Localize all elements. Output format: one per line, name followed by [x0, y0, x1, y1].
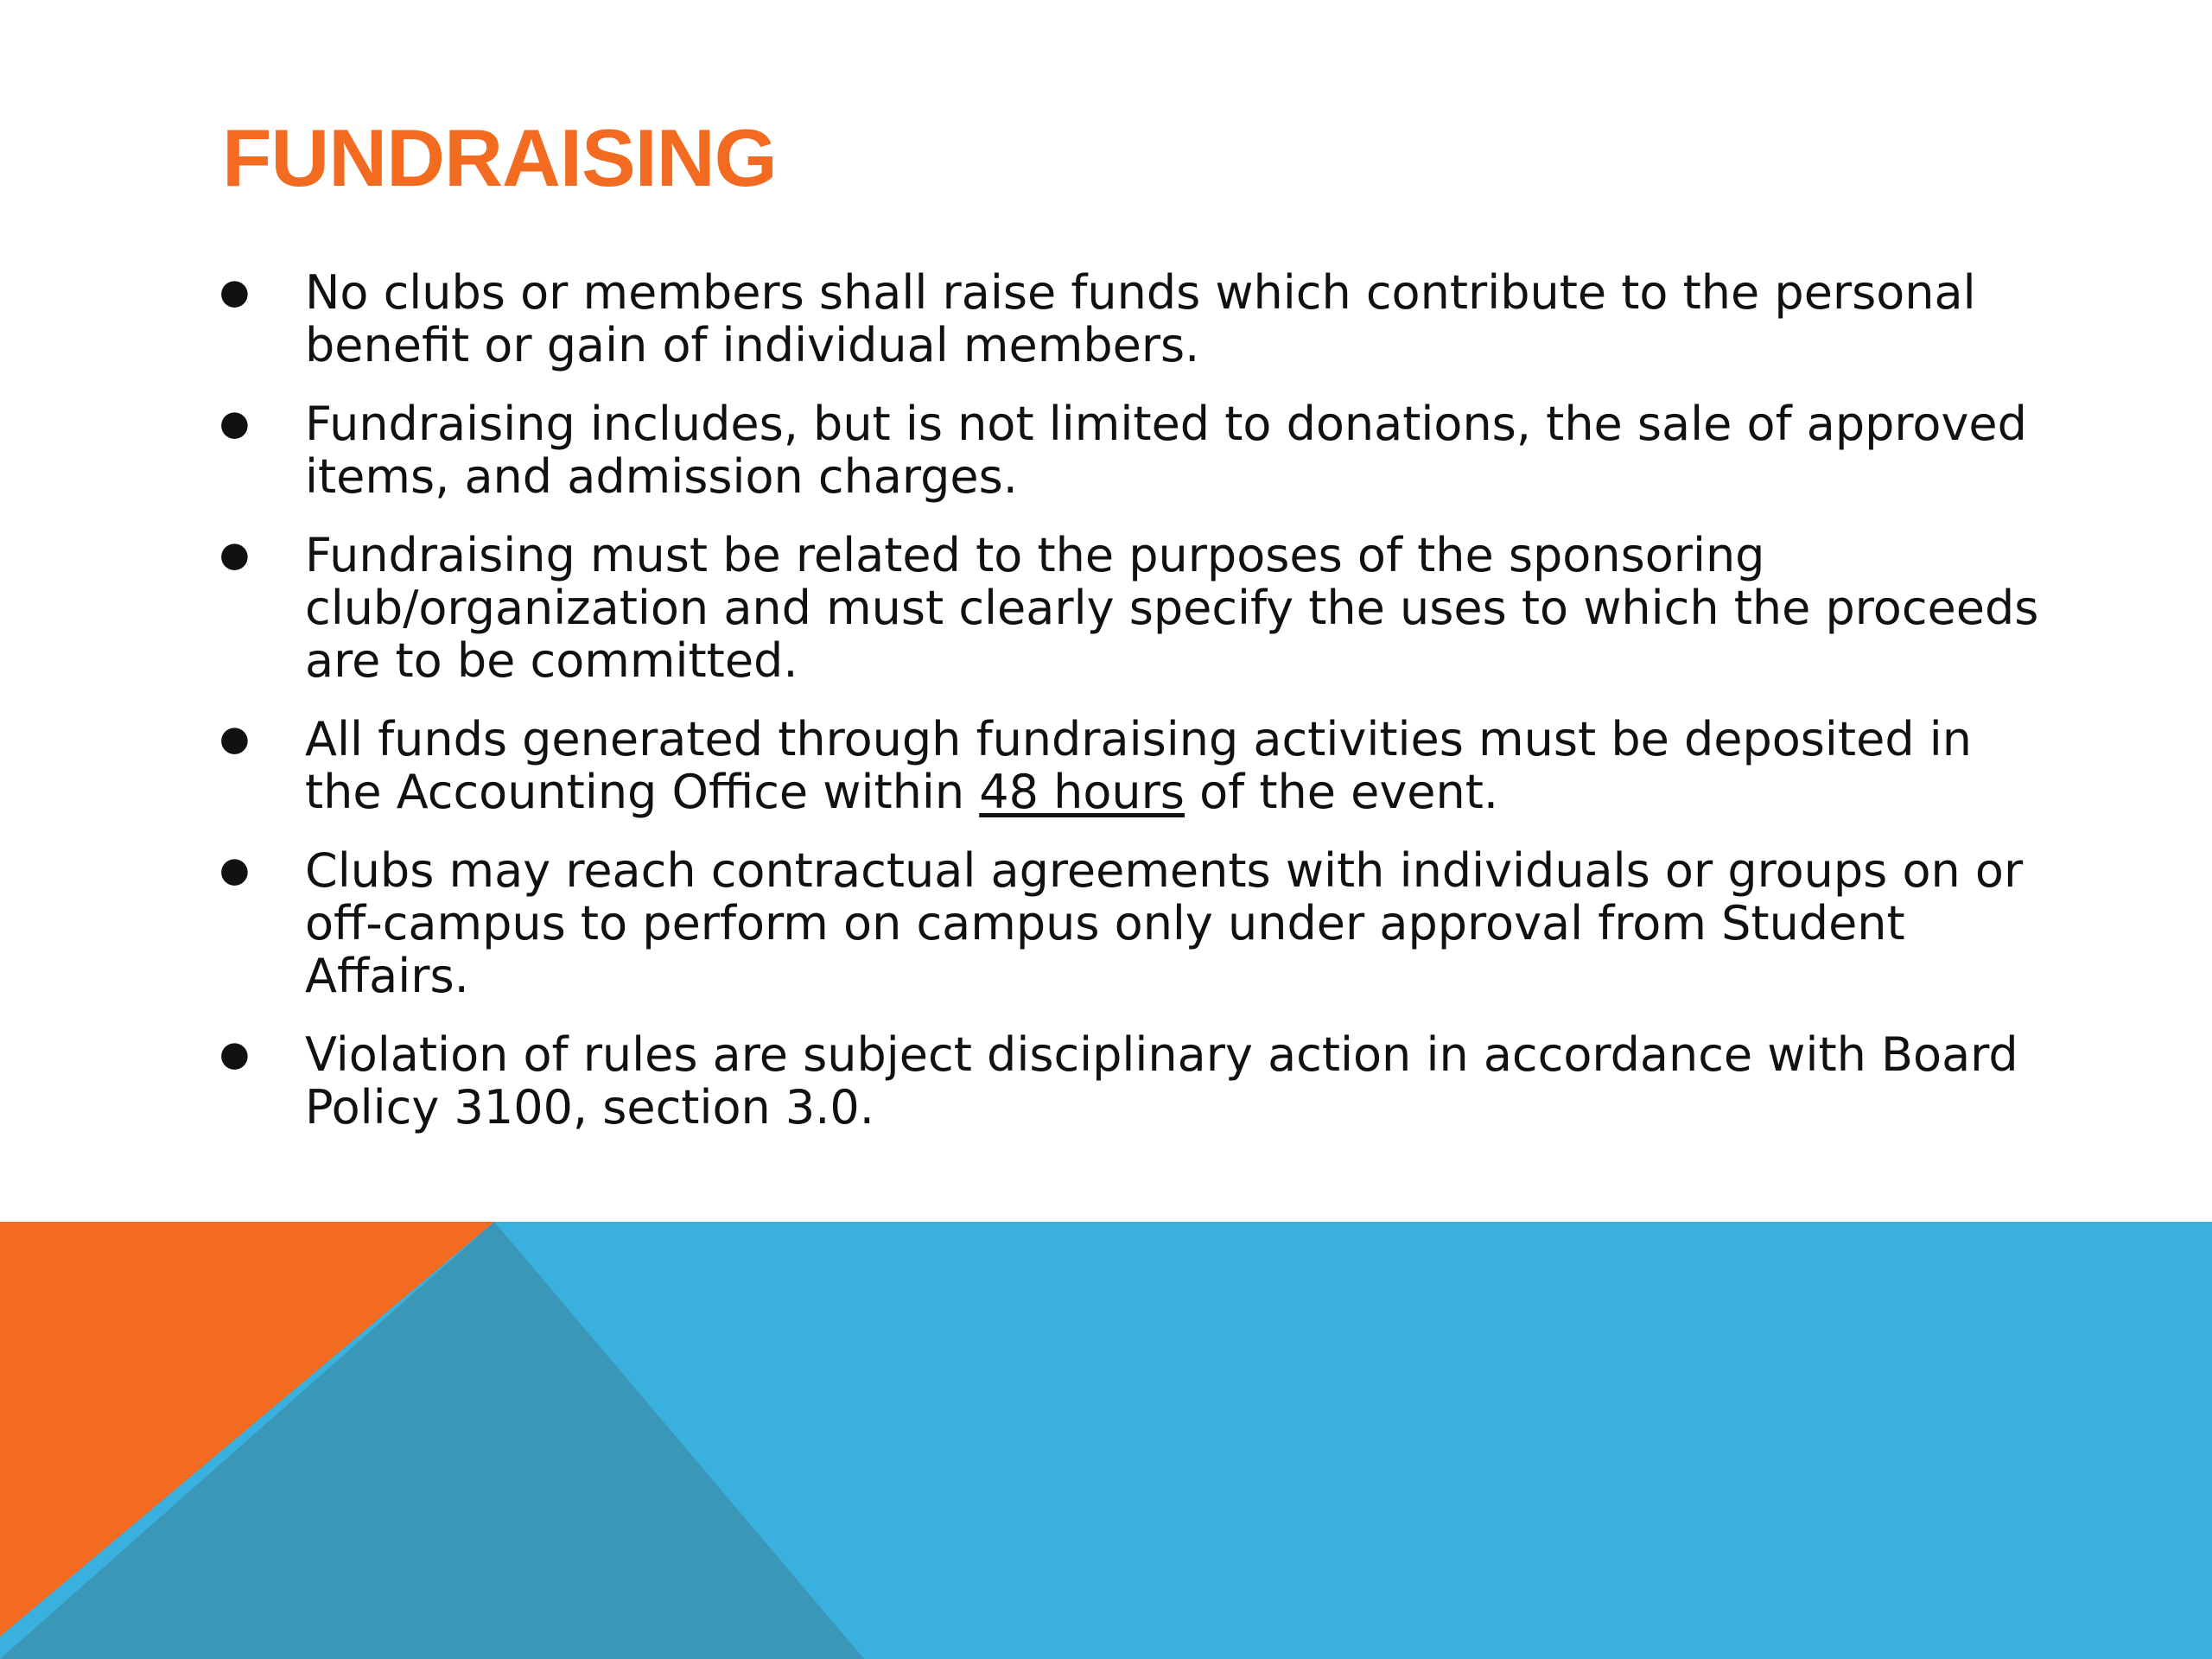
bullet-dot-icon: ●	[219, 719, 250, 759]
bullet-dot-icon: ●	[219, 850, 250, 890]
bullet-dot-icon: ●	[219, 535, 250, 575]
bullet-list	[216, 266, 2048, 1160]
bullet-dot-icon: ●	[219, 272, 250, 312]
bullet-text: Fundraising must be related to the purposes of the sponsoring club/organization and must clearly specify the uses to which the proceeds are to be committed.	[305, 528, 2039, 688]
bullet-dot-icon: ●	[219, 404, 250, 443]
bullet-dot-icon: ●	[219, 1034, 250, 1074]
bullet-item	[216, 713, 2048, 818]
bullet-text: Violation of rules are subject disciplinary action in accordance with Board Policy 3100, section 3.0.	[305, 1027, 2018, 1135]
decorative-footer-shapes	[0, 1222, 2212, 1659]
bullet-item	[216, 844, 2048, 1002]
bullet-item	[216, 1028, 2048, 1134]
bullet-text: No clubs or members shall raise funds which contribute to the personal benefit or gain of individual members.	[305, 265, 1976, 372]
bullet-text-after: of the event.	[1184, 765, 1499, 819]
bullet-text-before: All funds generated through fundraising activities must be deposited in the Accounting Office within	[305, 712, 1972, 819]
slide-title: FUNDRAISING	[222, 112, 777, 203]
bullet-item	[216, 529, 2048, 687]
bullet-text: Clubs may reach contractual agreements with individuals or groups on or off-campus to perform on campus only under approval from Student Affairs.	[305, 843, 2024, 1003]
bullet-item	[216, 397, 2048, 503]
bullet-item	[216, 266, 2048, 372]
bullet-text: Fundraising includes, but is not limited to donations, the sale of approved items, and admission charges.	[305, 397, 2027, 504]
emphasized-deadline: 48 hours	[979, 765, 1185, 819]
